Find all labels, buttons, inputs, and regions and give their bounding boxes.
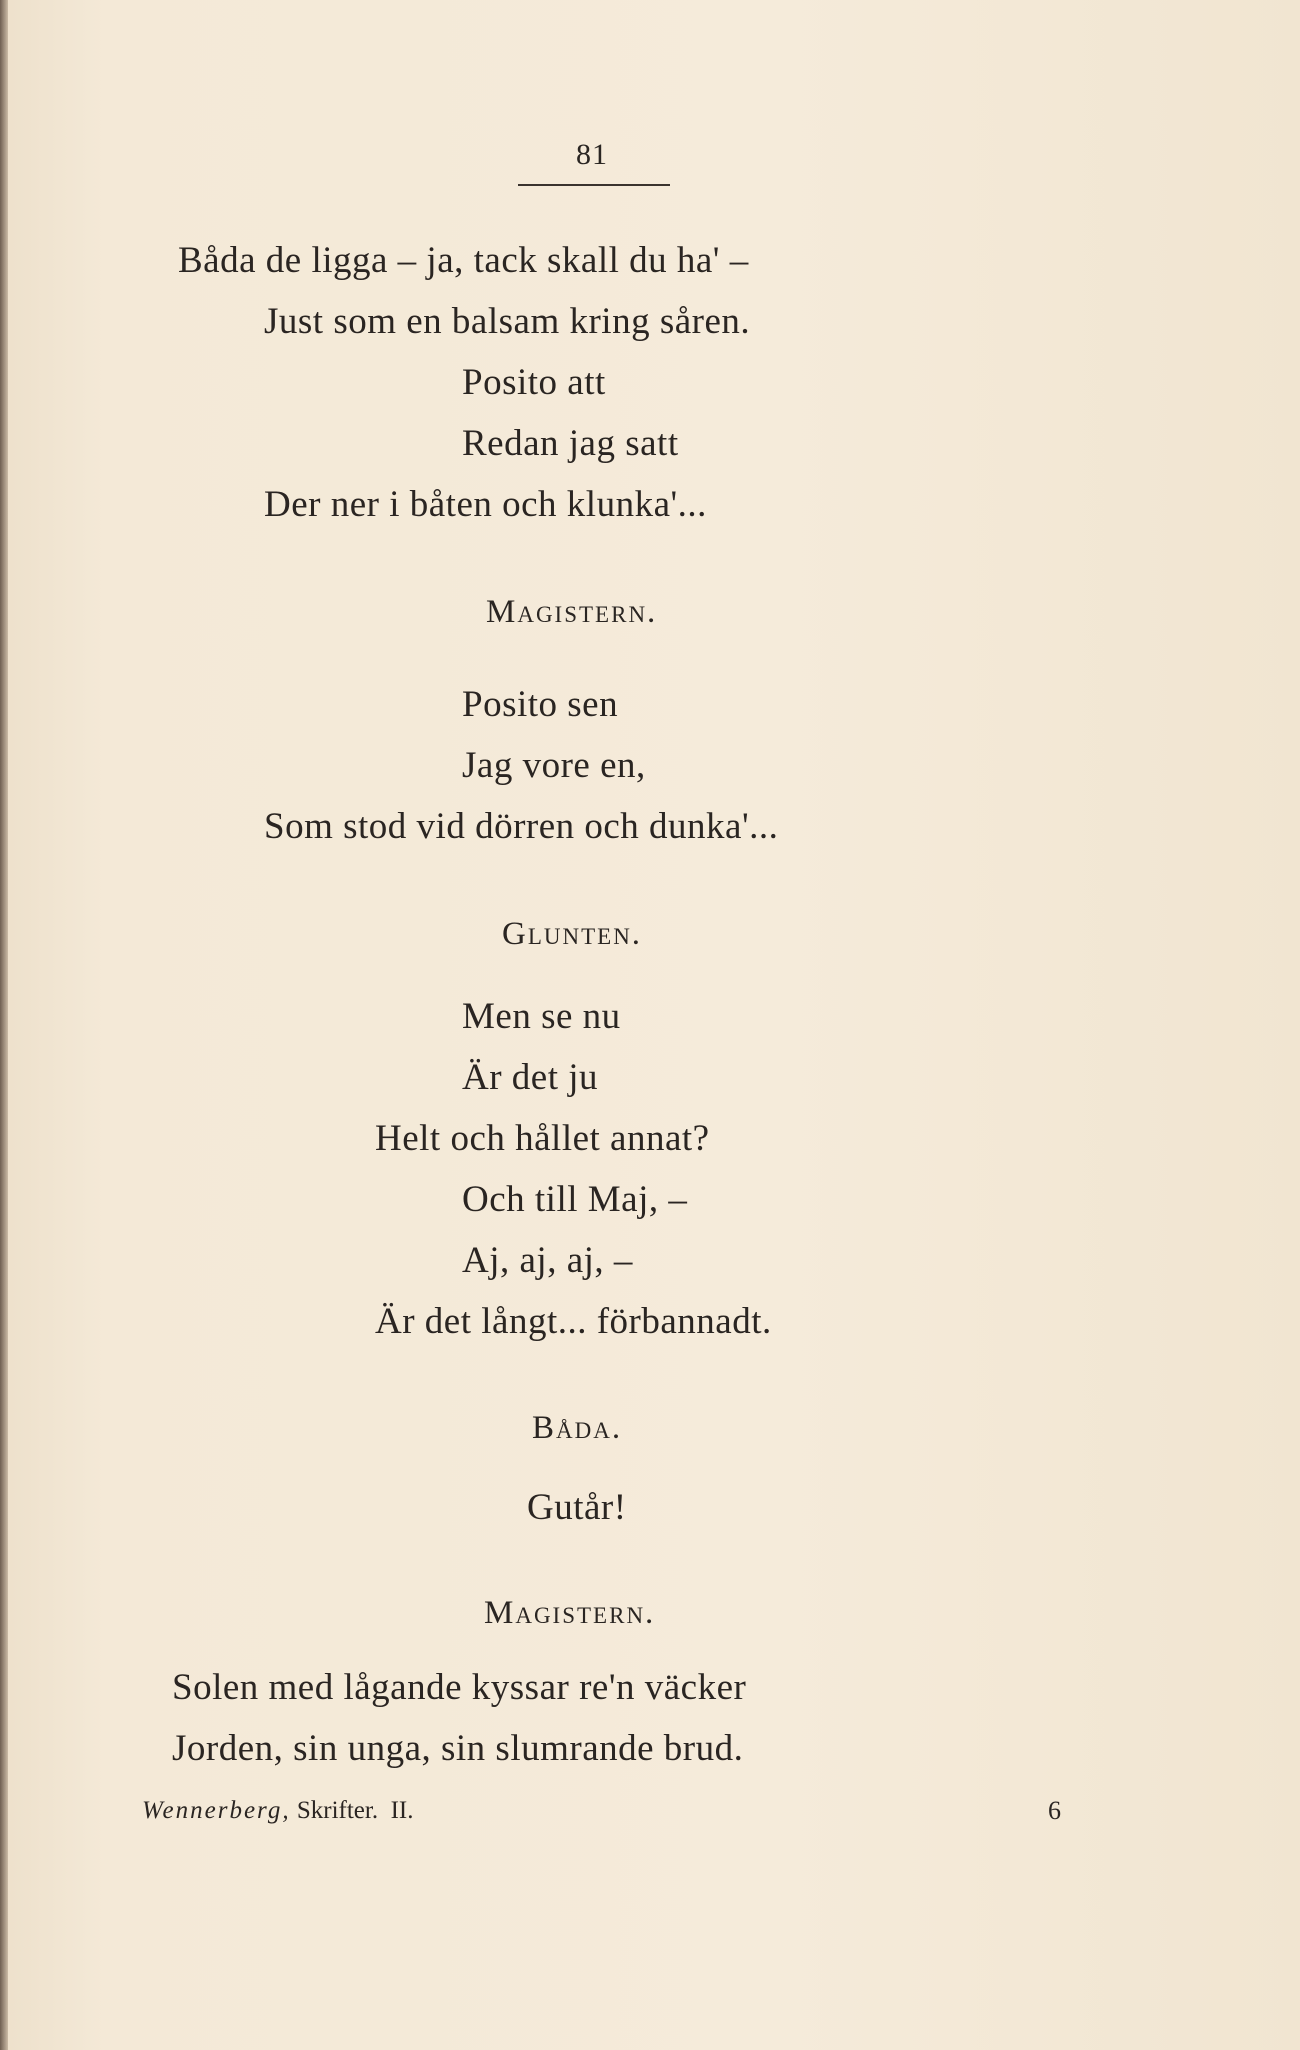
verse-line: Och till Maj, – [462,1179,688,1220]
speaker-name: Magistern. [486,594,658,630]
verse-line: Posito sen [462,684,619,725]
page-number: 81 [576,138,608,171]
speaker-name: Båda. [532,1410,623,1446]
verse-line: Som stod vid dörren och dunka'... [264,806,779,847]
footer-author: Wennerberg, [142,1797,291,1824]
header-rule [518,184,670,186]
verse-line: Helt och hållet annat? [375,1118,710,1159]
speaker-name: Glunten. [502,916,643,952]
verse-line: Jorden, sin unga, sin slumrande brud. [172,1728,744,1769]
verse-line: Der ner i båten och klunka'... [264,484,707,525]
verse-line: Posito att [462,362,606,403]
signature-mark: 6 [1048,1796,1061,1825]
verse-line: Redan jag satt [462,423,679,464]
verse-line: Jag vore en, [462,745,646,786]
verse-line: Är det ju [462,1057,599,1098]
verse-line: Men se nu [462,996,621,1037]
verse-line: Gutår! [527,1487,627,1528]
verse-line: Är det långt... förbannadt. [375,1301,772,1342]
verse-line: Just som en balsam kring såren. [264,301,751,342]
speaker-name: Magistern. [484,1595,656,1631]
page-edge-shadow [0,0,8,2050]
footer-citation [142,1796,414,1826]
footer-title: Skrifter. II. [290,1797,414,1824]
verse-line: Båda de ligga – ja, tack skall du ha' – [178,240,749,281]
verse-line: Solen med lågande kyssar re'n väcker [172,1667,747,1708]
verse-line: Aj, aj, aj, – [462,1240,633,1281]
